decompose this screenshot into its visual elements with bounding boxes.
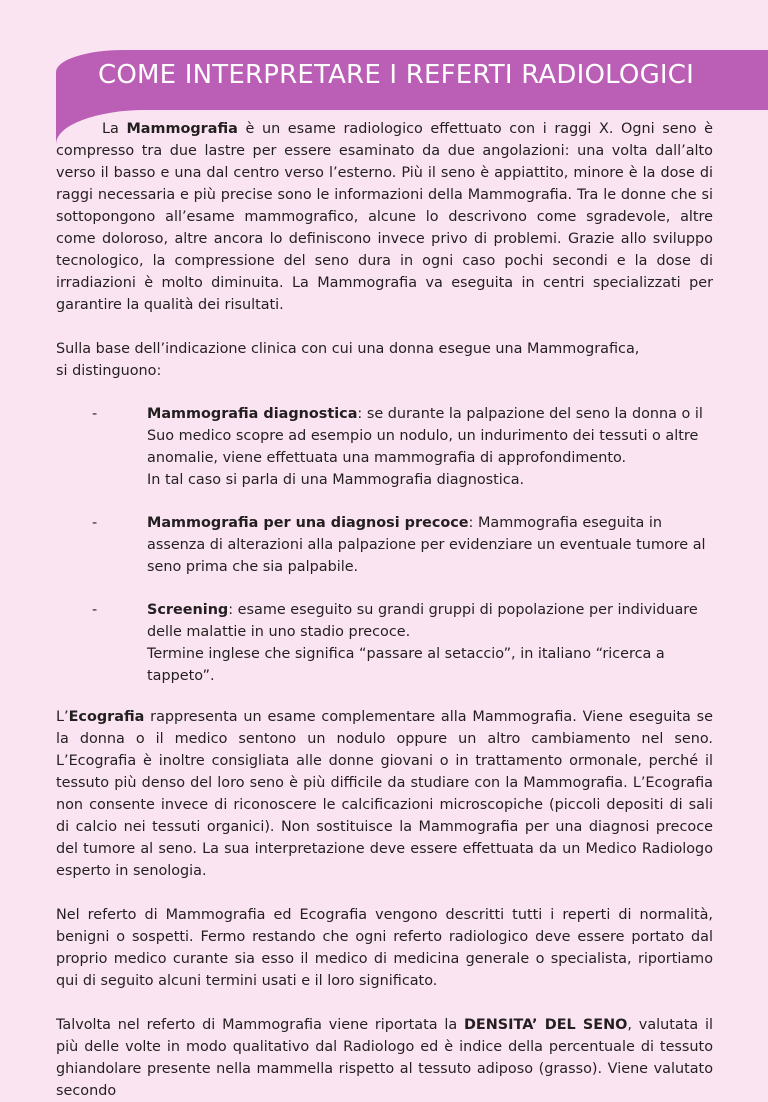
term-mammografia: Mammografia (126, 121, 238, 137)
list-item: - Mammografia per una diagnosi precoce: Mammografia eseguita in assenza di alterazioni alla palpazione per evidenziare un eventuale tumore al seno prima che sia palpabile. (56, 512, 713, 578)
list-item: - Screening: esame eseguito su grandi gruppi di popolazione per individuare delle malattie in uno stadio precoce. Termine inglese che significa “passare al setaccio”, in italiano “ricerca a tappeto”. (56, 599, 713, 687)
paragraph-mammografia: La Mammografia è un esame radiologico effettuato con i raggi X. Ogni seno è compresso tra due lastre per essere esaminato da due angolazioni: una volta dall’alto verso il basso e una dal centro verso l’esterno. Più il seno è appiattito, minore è la dose di raggi necessaria e più precise sono le informazioni della Mammografia. Tra le donne che si sottopongono all’esame mammografico, alcune lo descrivono come sgradevole, altre come doloroso, altre ancora lo definiscono invece privo di problemi. Grazie allo sviluppo tecnologico, la compressione del seno dura in ogni caso pochi secondi e la dose di irradiazioni è molto diminuita. La Mammografia va eseguita in centri specializzati per garantire la qualità dei risultati. (56, 121, 713, 313)
term-ecografia: Ecografia (68, 709, 145, 725)
list-term: Mammografia per una diagnosi precoce (147, 515, 469, 531)
list-dash: - (92, 406, 98, 422)
paragraph-referto: Nel referto di Mammografia ed Ecografia vengono descritti tutti i reperti di normalità, benigni o sospetti. Fermo restando che ogni referto radiologico deve essere portato dal proprio medico curante sia esso il medico di medicina generale o specialista, riportiamo qui di seguito alcuni termini usati e il loro significato. (56, 907, 713, 989)
article-body (56, 118, 713, 1102)
list-term: Screening (147, 602, 229, 618)
list-dash: - (92, 515, 98, 531)
list-item: - Mammografia diagnostica: se durante la palpazione del seno la donna o il Suo medico scopre ad esempio un nodulo, un indurimento dei tessuti o altre anomalie, viene effettuata una mammografia di approfondimento. In tal caso si parla di una Mammografia diagnostica. (56, 403, 713, 491)
paragraph-densita: Talvolta nel referto di Mammografia viene riportata la DENSITA’ DEL SENO, valutata il più delle volte in modo qualitativo dal Radiologo ed è indice della percentuale di tessuto ghiandolare presente nella mammella rispetto al tessuto adiposo (grasso). Viene valutato secondo (56, 1017, 713, 1099)
page-title: COME INTERPRETARE I REFERTI RADIOLOGICI (98, 60, 695, 90)
list-term: Mammografia diagnostica (147, 406, 358, 422)
list-dash: - (92, 602, 98, 618)
paragraph-ecografia: L’Ecografia rappresenta un esame complementare alla Mammografia. Viene eseguita se la donna o il medico sentono un nodulo oppure un altro cambiamento nel seno. L’Ecografia è inoltre consigliata alle donne giovani o in trattamento ormonale, perché il tessuto più denso del loro seno è più difficile da studiare con la Mammografia. L’Ecografia non consente invece di riconoscere le calcificazioni microscopiche (piccoli depositi di sali di calcio nei tessuti organici). Non sostituisce la Mammografia per una diagnosi precoce del tumore al seno. La sua interpretazione deve essere effettuata da un Medico Radiologo esperto in senologia. (56, 709, 713, 879)
term-densita: DENSITA’ DEL SENO (463, 1017, 628, 1033)
paragraph-intro-list: Sulla base dell’indicazione clinica con cui una donna esegue una Mammografica, si distinguono: (56, 341, 640, 379)
